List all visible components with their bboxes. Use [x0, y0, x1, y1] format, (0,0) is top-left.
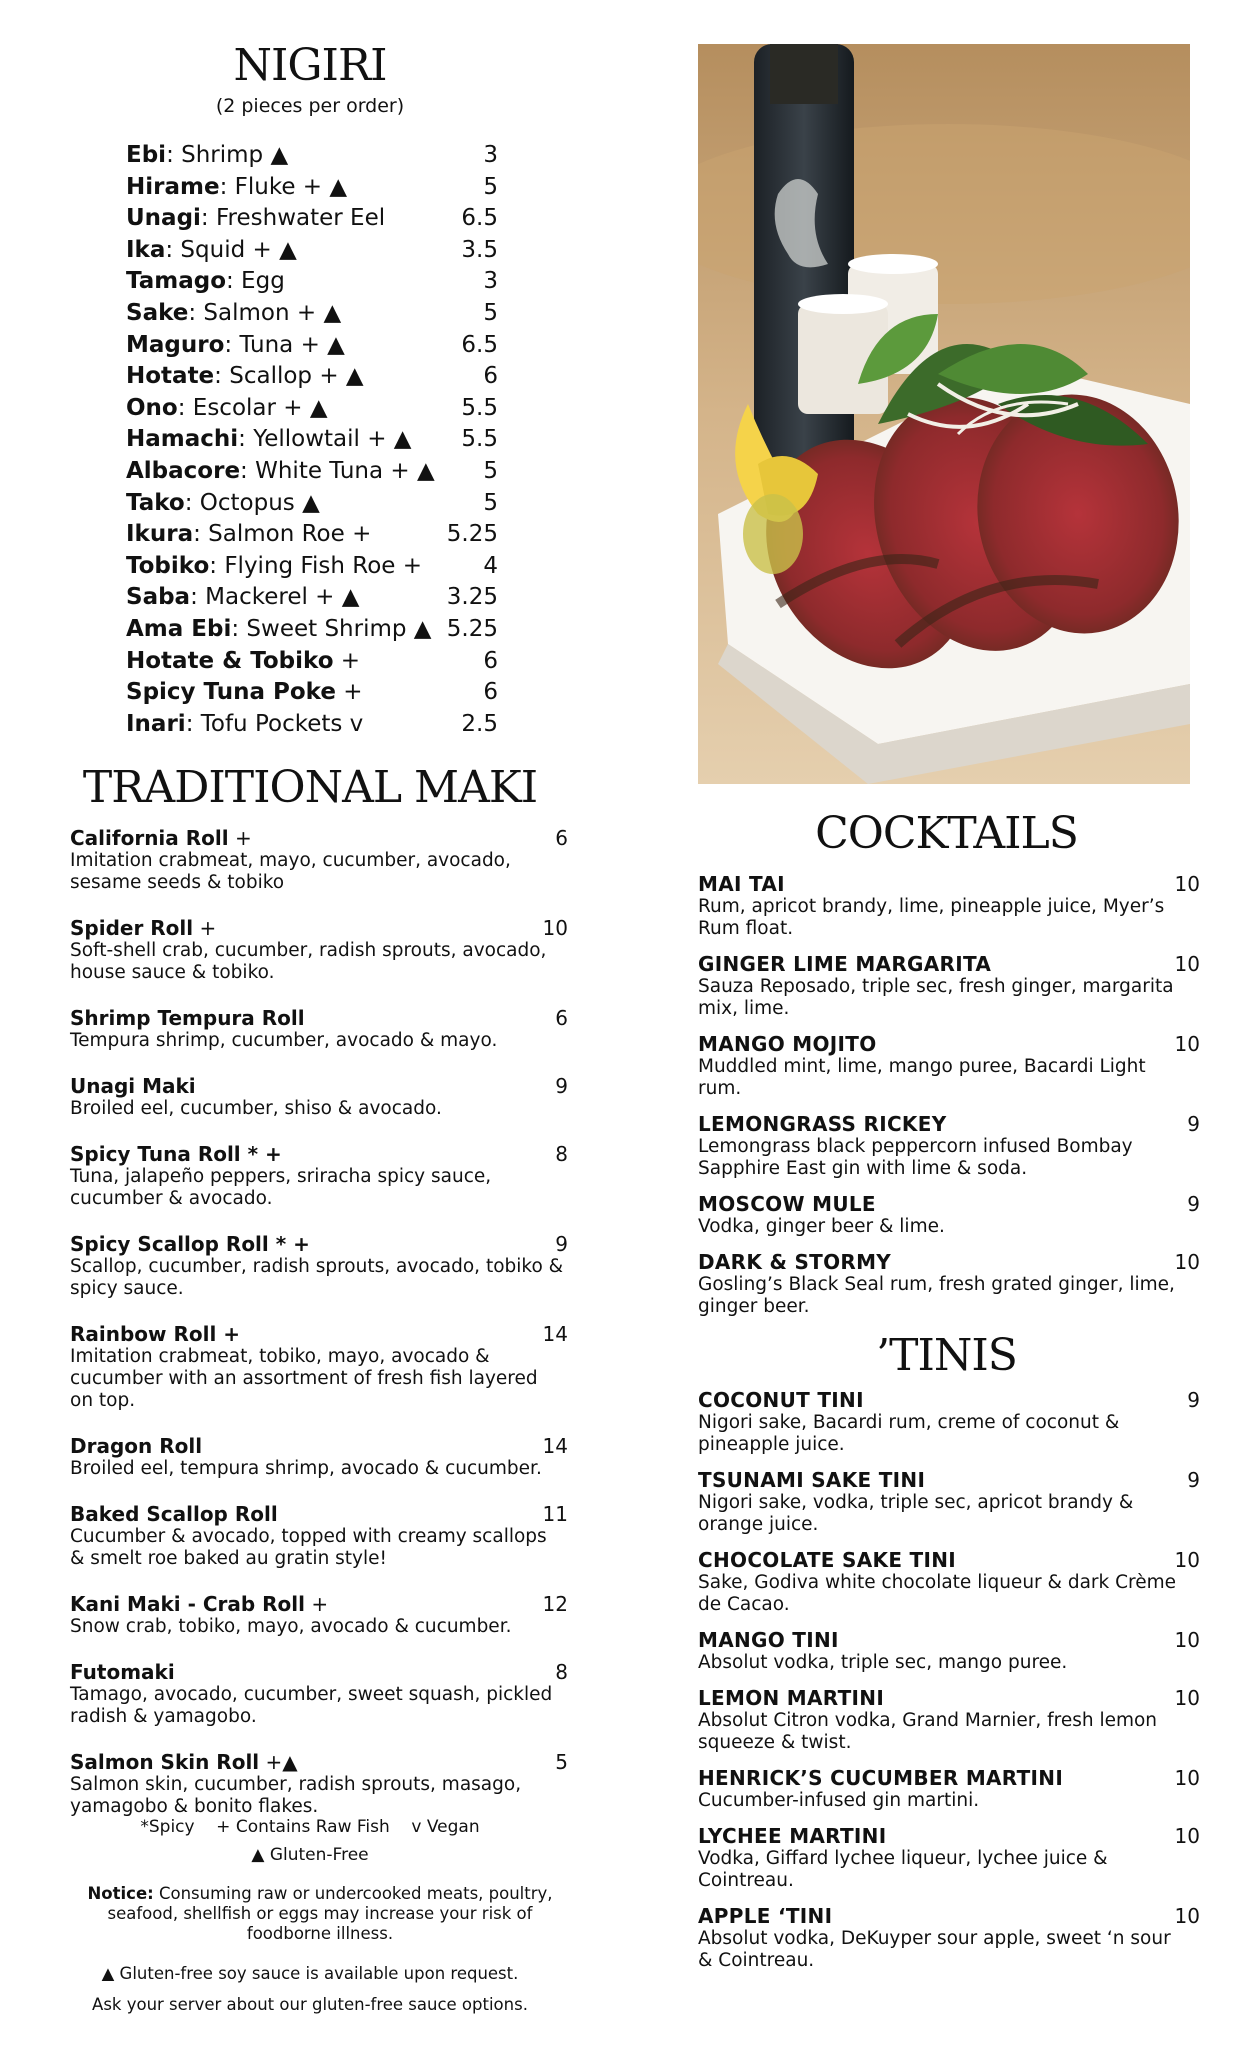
nigiri-item-desc: : Squid + ▲ — [165, 236, 297, 263]
tini-item-header — [698, 1388, 1200, 1412]
tini-item-description: Nigori sake, Bacardi rum, creme of coconut & pineapple juice. — [698, 1412, 1120, 1455]
tini-item-header — [698, 1824, 1200, 1848]
nigiri-item-price: 5 — [483, 489, 498, 516]
maki-item-price: 8 — [555, 1142, 568, 1166]
nigiri-item — [126, 203, 498, 235]
tini-item-price: 10 — [1174, 1766, 1200, 1790]
tini-item-description: Sake, Godiva white chocolate liqueur & dark Crème de Cacao. — [698, 1572, 1177, 1615]
cocktail-item-name: DARK & STORMY — [698, 1250, 892, 1274]
tini-item — [698, 1548, 1200, 1616]
tini-item-name: LYCHEE MARTINI — [698, 1824, 887, 1848]
nigiri-item-desc: : Shrimp ▲ — [166, 142, 289, 168]
tini-item — [698, 1766, 1200, 1812]
nigiri-item — [126, 298, 498, 330]
maki-item — [70, 1322, 570, 1412]
maki-item-price: 14 — [542, 1434, 568, 1458]
maki-item-header — [70, 1592, 570, 1616]
seared-tuna-photo-illustration — [698, 44, 1190, 784]
nigiri-item-label — [126, 140, 288, 172]
nigiri-item-name: Ebi — [126, 142, 167, 168]
nigiri-item-name: Inari — [126, 710, 186, 737]
nigiri-subtitle: (2 pieces per order) — [215, 95, 405, 117]
cocktail-item-header — [698, 952, 1200, 976]
nigiri-item-label — [126, 646, 360, 678]
nigiri-item — [126, 709, 498, 741]
nigiri-heading: NIGIRI — [233, 40, 387, 91]
nigiri-item-label — [126, 456, 435, 488]
cocktail-item-header — [698, 1250, 1200, 1274]
cocktail-item-name: MAI TAI — [698, 872, 785, 896]
cocktail-item-description: Gosling’s Black Seal rum, fresh grated ginger, lime, ginger beer. — [698, 1274, 1175, 1317]
nigiri-item-name: Ikura — [126, 521, 194, 548]
cocktail-item — [698, 1032, 1200, 1100]
maki-item-title — [70, 1592, 328, 1616]
maki-item-description: Scallop, cucumber, radish sprouts, avocado, tobiko & spicy sauce. — [70, 1256, 564, 1299]
maki-item-title — [70, 916, 216, 940]
nigiri-item-name: Spicy Tuna Poke — [126, 679, 336, 706]
maki-item-mark: + — [305, 1592, 329, 1616]
nigiri-item-desc: : Salmon Roe + — [193, 521, 372, 548]
nigiri-item — [126, 140, 498, 172]
nigiri-item-name: Maguro — [126, 331, 225, 358]
nigiri-item-price: 4 — [483, 552, 498, 579]
legend-gluten-free: ▲ Gluten-Free — [251, 1845, 369, 1865]
maki-item-header — [70, 916, 570, 940]
nigiri-item-price: 6.5 — [461, 331, 498, 358]
nigiri-item-name: Unagi — [126, 205, 201, 232]
maki-heading: TRADITIONAL MAKI — [82, 762, 538, 813]
tini-item-header — [698, 1904, 1200, 1928]
legend — [0, 1813, 620, 1869]
nigiri-item-label — [126, 361, 364, 393]
maki-item-header — [70, 1074, 570, 1098]
maki-item-price: 10 — [542, 916, 568, 940]
nigiri-item — [126, 424, 498, 456]
maki-item-title — [70, 1006, 305, 1030]
nigiri-item — [126, 646, 498, 678]
nigiri-item-desc: : Flying Fish Roe + — [209, 552, 423, 579]
nigiri-item — [126, 330, 498, 362]
maki-item-header — [70, 1006, 570, 1030]
maki-item-header — [70, 1434, 570, 1458]
nigiri-item-name: Tamago — [126, 268, 226, 295]
nigiri-item-label — [126, 488, 320, 520]
maki-item-header — [70, 1232, 570, 1256]
nigiri-item-desc: : Salmon + ▲ — [188, 299, 342, 326]
nigiri-item-label — [126, 709, 363, 741]
nigiri-item-name: Tobiko — [126, 552, 210, 579]
nigiri-item-desc: : Mackerel + ▲ — [190, 584, 360, 611]
cocktails-heading: COCKTAILS — [815, 808, 1078, 859]
notice-label: Notice: — [87, 1884, 154, 1903]
tini-item-name: LEMON MARTINI — [698, 1686, 885, 1710]
cocktails-list — [698, 872, 1200, 1330]
maki-item-price: 6 — [555, 1006, 568, 1030]
gluten-free-sauce-note: Ask your server about our gluten-free sauce options. — [92, 1995, 528, 2014]
nigiri-item — [126, 551, 498, 583]
tini-item — [698, 1824, 1200, 1892]
nigiri-item-desc: : Freshwater Eel — [200, 205, 386, 232]
tini-item-description: Absolut Citron vodka, Grand Marnier, fresh lemon squeeze & twist. — [698, 1710, 1158, 1753]
cocktail-item-description: Lemongrass black peppercorn infused Bombay Sapphire East gin with lime & soda. — [698, 1136, 1133, 1179]
nigiri-item-label — [126, 677, 363, 709]
tini-item-price: 10 — [1174, 1904, 1200, 1928]
maki-item-description: Tuna, jalapeño peppers, sriracha spicy sauce, cucumber & avocado. — [70, 1166, 492, 1209]
nigiri-item — [126, 235, 498, 267]
nigiri-item-price: 6.5 — [461, 205, 498, 232]
cocktail-item-name: MOSCOW MULE — [698, 1192, 876, 1216]
nigiri-item-label — [126, 330, 345, 362]
maki-item-name: Salmon Skin Roll — [70, 1750, 260, 1774]
nigiri-item-label — [126, 519, 371, 551]
nigiri-item-desc: : Tofu Pockets v — [185, 710, 364, 737]
nigiri-item-label — [126, 551, 422, 583]
cocktail-item-description: Vodka, ginger beer & lime. — [698, 1216, 945, 1237]
cocktail-item-description: Muddled mint, lime, mango puree, Bacardi Light rum. — [698, 1056, 1146, 1099]
cocktail-item-description: Rum, apricot brandy, lime, pineapple juice, Myer’s Rum float. — [698, 896, 1165, 939]
maki-item-name: Futomaki — [70, 1660, 175, 1684]
tini-item-price: 10 — [1174, 1824, 1200, 1848]
nigiri-item-price: 6 — [483, 647, 498, 674]
legend-symbols: *Spicy + Contains Raw Fish v Vegan — [140, 1817, 480, 1837]
nigiri-item — [126, 456, 498, 488]
maki-item-price: 5 — [555, 1750, 568, 1774]
nigiri-item-price: 3 — [483, 268, 498, 295]
maki-item-header — [70, 826, 570, 850]
nigiri-item-desc: : Scallop + ▲ — [214, 363, 364, 390]
maki-item — [70, 1434, 570, 1480]
tini-item-description: Vodka, Giffard lychee liqueur, lychee juice & Cointreau. — [698, 1848, 1108, 1891]
maki-item-name: Spider Roll — [70, 916, 194, 940]
nigiri-item-name: Hirame — [126, 173, 220, 200]
tini-item-name: CHOCOLATE SAKE TINI — [698, 1548, 957, 1572]
cocktail-item — [698, 1250, 1200, 1318]
nigiri-item-label — [126, 614, 432, 646]
nigiri-item-name: Ama Ebi — [126, 615, 232, 642]
nigiri-item-label — [126, 582, 359, 614]
nigiri-item-name: Albacore — [126, 457, 241, 484]
nigiri-item — [126, 519, 498, 551]
cocktail-item-name: GINGER LIME MARGARITA — [698, 952, 992, 976]
seared-tuna-photo — [698, 44, 1190, 784]
maki-item-mark: + — [228, 826, 252, 850]
maki-item — [70, 916, 570, 984]
nigiri-item-label — [126, 266, 285, 298]
left-column — [0, 0, 620, 2048]
cocktail-item-header — [698, 1192, 1200, 1216]
tini-item-name: HENRICK’S CUCUMBER MARTINI — [698, 1766, 1064, 1790]
tini-item-name: APPLE ‘TINI — [698, 1904, 833, 1928]
maki-item-header — [70, 1142, 570, 1166]
nigiri-item-desc: : Yellowtail + ▲ — [238, 426, 412, 453]
maki-item — [70, 1660, 570, 1728]
cocktail-item — [698, 952, 1200, 1020]
maki-item — [70, 1142, 570, 1210]
maki-item-price: 6 — [555, 826, 568, 850]
tini-item-price: 9 — [1187, 1468, 1200, 1492]
nigiri-item-name: Hotate — [126, 363, 215, 390]
cocktail-item-price: 10 — [1174, 1032, 1200, 1056]
nigiri-item-price: 3.5 — [461, 236, 498, 263]
nigiri-item-label — [126, 235, 297, 267]
nigiri-item-desc: + — [335, 679, 363, 706]
tini-item — [698, 1686, 1200, 1754]
maki-item-description: Imitation crabmeat, tobiko, mayo, avocado & cucumber with an assortment of fresh fish layered on top. — [70, 1346, 538, 1411]
nigiri-item-desc: : White Tuna + ▲ — [240, 457, 435, 484]
maki-item-title — [70, 1322, 240, 1346]
maki-item-description: Salmon skin, cucumber, radish sprouts, masago, yamagobo & bonito flakes. — [70, 1774, 522, 1817]
maki-item-price: 12 — [542, 1592, 568, 1616]
nigiri-item-desc: : Octopus ▲ — [184, 489, 320, 516]
nigiri-item-label — [126, 424, 412, 456]
nigiri-item — [126, 172, 498, 204]
tini-item-price: 10 — [1174, 1628, 1200, 1652]
maki-item-name: Kani Maki - Crab Roll — [70, 1592, 305, 1616]
maki-item-title — [70, 1434, 202, 1458]
maki-item-name: California Roll — [70, 826, 229, 850]
cocktail-item-header — [698, 1112, 1200, 1136]
nigiri-item-label — [126, 298, 341, 330]
nigiri-item-name: Hamachi — [126, 426, 239, 453]
maki-item-description: Broiled eel, tempura shrimp, avocado & cucumber. — [70, 1458, 542, 1479]
nigiri-item — [126, 361, 498, 393]
maki-item-title — [70, 1660, 175, 1684]
nigiri-item-price: 3.25 — [446, 584, 498, 611]
nigiri-item-desc: + — [333, 647, 361, 674]
cocktail-item-price: 10 — [1174, 872, 1200, 896]
maki-item — [70, 1750, 570, 1818]
maki-item-price: 9 — [555, 1074, 568, 1098]
tini-item-header — [698, 1548, 1200, 1572]
nigiri-item — [126, 614, 498, 646]
maki-item-mark: +▲ — [259, 1750, 298, 1774]
notice-text: Consuming raw or undercooked meats, poultry, seafood, shellfish or eggs may increase your risk of foodborne illness. — [107, 1884, 553, 1943]
tini-item — [698, 1468, 1200, 1536]
tini-item-header — [698, 1766, 1200, 1790]
cocktail-item-price: 10 — [1174, 1250, 1200, 1274]
nigiri-item-name: Ono — [126, 394, 178, 421]
nigiri-item-price: 5.5 — [461, 426, 498, 453]
tini-item-name: TSUNAMI SAKE TINI — [698, 1468, 926, 1492]
nigiri-item — [126, 582, 498, 614]
maki-item — [70, 1006, 570, 1052]
tini-item-price: 10 — [1174, 1548, 1200, 1572]
nigiri-item-price: 5.25 — [446, 521, 498, 548]
maki-item-description: Cucumber & avocado, topped with creamy scallops & smelt roe baked au gratin style! — [70, 1526, 547, 1569]
maki-list — [70, 826, 570, 1840]
maki-item-description: Broiled eel, cucumber, shiso & avocado. — [70, 1098, 442, 1119]
tini-item-price: 9 — [1187, 1388, 1200, 1412]
maki-item-mark: + — [193, 916, 217, 940]
maki-item-name: Spicy Scallop Roll * + — [70, 1232, 310, 1256]
tini-item — [698, 1628, 1200, 1674]
maki-item-description: Tempura shrimp, cucumber, avocado & mayo. — [70, 1030, 498, 1051]
cocktail-item — [698, 872, 1200, 940]
maki-item — [70, 826, 570, 894]
maki-item-description: Tamago, avocado, cucumber, sweet squash, pickled radish & yamagobo. — [70, 1684, 553, 1727]
cocktail-item — [698, 1112, 1200, 1180]
maki-item-price: 9 — [555, 1232, 568, 1256]
gluten-free-note — [0, 1958, 620, 2020]
cocktail-item-header — [698, 872, 1200, 896]
nigiri-item-label — [126, 172, 347, 204]
tini-item-description: Cucumber-infused gin martini. — [698, 1790, 980, 1811]
maki-item-title — [70, 826, 252, 850]
cocktail-item-name: LEMONGRASS RICKEY — [698, 1112, 947, 1136]
maki-item-description: Imitation crabmeat, mayo, cucumber, avocado, sesame seeds & tobiko — [70, 850, 511, 893]
maki-item — [70, 1502, 570, 1570]
nigiri-item-name: Sake — [126, 299, 189, 326]
tinis-heading: ’TINIS — [876, 1330, 1017, 1381]
nigiri-item-desc: : Tuna + ▲ — [224, 331, 345, 358]
nigiri-item-name: Hotate & Tobiko — [126, 647, 334, 674]
maki-item-title — [70, 1502, 278, 1526]
maki-item-name: Shrimp Tempura Roll — [70, 1006, 305, 1030]
nigiri-list — [126, 140, 498, 740]
tini-item-header — [698, 1686, 1200, 1710]
maki-item-header — [70, 1660, 570, 1684]
tini-item-name: MANGO TINI — [698, 1628, 839, 1652]
maki-item-description: Snow crab, tobiko, mayo, avocado & cucumber. — [70, 1616, 512, 1637]
cocktail-item-name: MANGO MOJITO — [698, 1032, 877, 1056]
nigiri-item-label — [126, 203, 385, 235]
nigiri-item — [126, 488, 498, 520]
tini-item — [698, 1904, 1200, 1972]
maki-item — [70, 1074, 570, 1120]
tini-item-header — [698, 1468, 1200, 1492]
maki-item-name: Rainbow Roll + — [70, 1322, 241, 1346]
nigiri-item-price: 5.5 — [461, 394, 498, 421]
maki-item-name: Unagi Maki — [70, 1074, 196, 1098]
cocktail-item-price: 10 — [1174, 952, 1200, 976]
nigiri-item-label — [126, 393, 328, 425]
tinis-list — [698, 1388, 1200, 1984]
maki-item — [70, 1232, 570, 1300]
nigiri-item-price: 5 — [483, 457, 498, 484]
maki-item-name: Baked Scallop Roll — [70, 1502, 278, 1526]
tini-item-header — [698, 1628, 1200, 1652]
cocktail-item-header — [698, 1032, 1200, 1056]
cocktail-item-description: Sauza Reposado, triple sec, fresh ginger, margarita mix, lime. — [698, 976, 1174, 1019]
maki-item-header — [70, 1322, 570, 1346]
tini-item-price: 10 — [1174, 1686, 1200, 1710]
maki-item-title — [70, 1142, 282, 1166]
nigiri-item-name: Saba — [126, 584, 191, 611]
health-notice — [70, 1884, 570, 1944]
nigiri-item-desc: : Escolar + ▲ — [177, 394, 328, 421]
maki-item-price: 8 — [555, 1660, 568, 1684]
nigiri-item — [126, 266, 498, 298]
cocktail-item-price: 9 — [1187, 1112, 1200, 1136]
maki-item-name: Spicy Tuna Roll * + — [70, 1142, 282, 1166]
tini-item — [698, 1388, 1200, 1456]
nigiri-item-desc: : Egg — [226, 268, 285, 295]
maki-item-title — [70, 1232, 310, 1256]
maki-item-price: 11 — [542, 1502, 568, 1526]
nigiri-item-price: 3 — [483, 142, 498, 168]
nigiri-item-price: 6 — [483, 679, 498, 706]
nigiri-item-price: 2.5 — [461, 710, 498, 737]
tini-item-description: Absolut vodka, triple sec, mango puree. — [698, 1652, 1068, 1673]
nigiri-item — [126, 393, 498, 425]
maki-item-description: Soft-shell crab, cucumber, radish sprouts, avocado, house sauce & tobiko. — [70, 940, 547, 983]
nigiri-item-price: 5 — [483, 173, 498, 200]
nigiri-item-price: 5.25 — [446, 615, 498, 642]
nigiri-item-desc: : Sweet Shrimp ▲ — [231, 615, 432, 642]
tini-item-description: Absolut vodka, DeKuyper sour apple, sweet ‘n sour & Cointreau. — [698, 1928, 1171, 1971]
nigiri-item-name: Tako — [126, 489, 185, 516]
nigiri-item-price: 5 — [483, 299, 498, 326]
maki-item-header — [70, 1502, 570, 1526]
cocktail-item — [698, 1192, 1200, 1238]
tini-item-description: Nigori sake, vodka, triple sec, apricot brandy & orange juice. — [698, 1492, 1134, 1535]
nigiri-item-price: 6 — [483, 363, 498, 390]
gluten-free-soy-note: ▲ Gluten-free soy sauce is available upon request. — [101, 1964, 519, 1983]
cocktail-item-price: 9 — [1187, 1192, 1200, 1216]
maki-item-header — [70, 1750, 570, 1774]
nigiri-item-name: Ika — [126, 236, 166, 263]
maki-item-title — [70, 1750, 298, 1774]
nigiri-item — [126, 677, 498, 709]
tini-item-name: COCONUT TINI — [698, 1388, 864, 1412]
maki-item-name: Dragon Roll — [70, 1434, 203, 1458]
nigiri-item-desc: : Fluke + ▲ — [219, 173, 348, 200]
maki-item-title — [70, 1074, 196, 1098]
maki-item — [70, 1592, 570, 1638]
maki-item-price: 14 — [542, 1322, 568, 1346]
